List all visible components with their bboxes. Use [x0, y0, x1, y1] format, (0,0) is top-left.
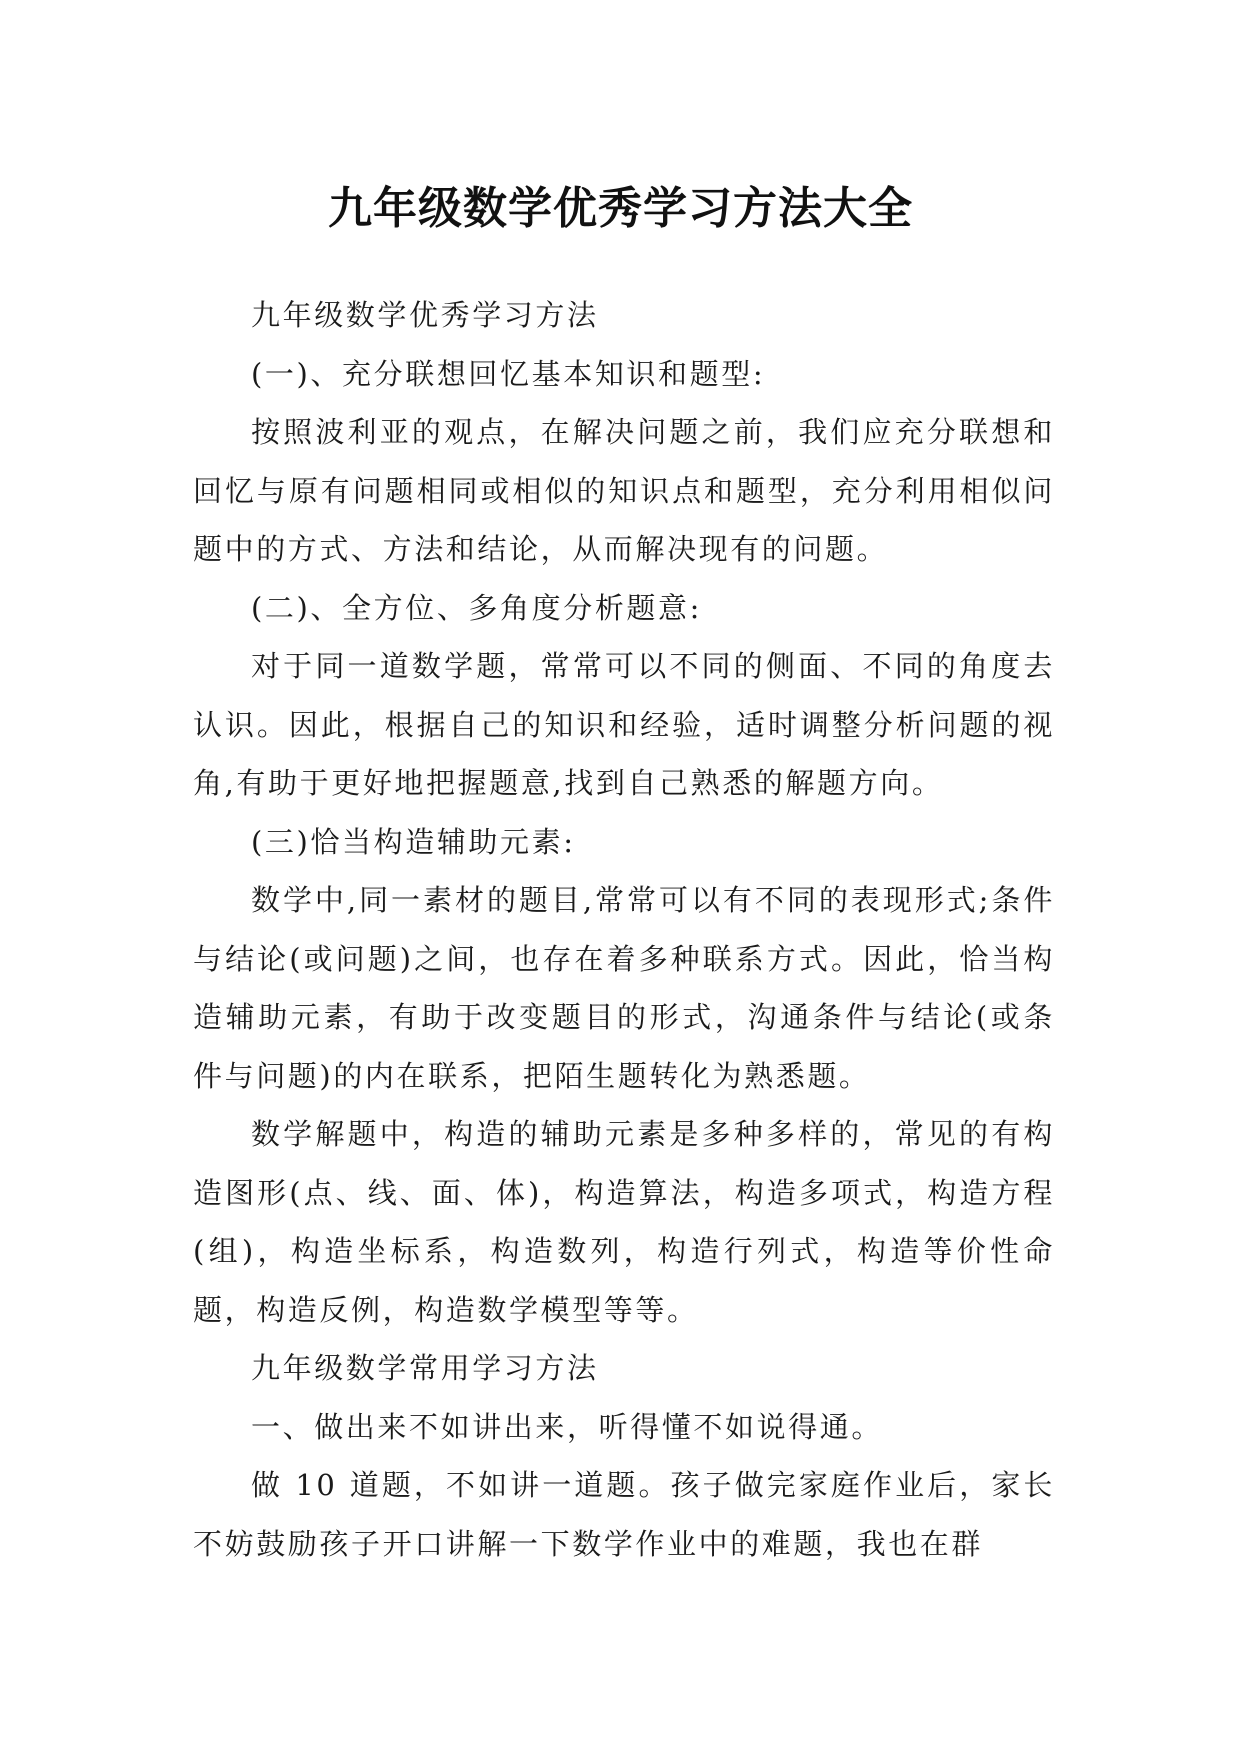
paragraph-section-3-examples: 数学解题中，构造的辅助元素是多种多样的，常见的有构造图形(点、线、面、体)，构造算法，构造多项式，构造方程(组)，构造坐标系，构造数列，构造行列式，构造等价性命题，构造反例，构造数学模型等等。: [193, 1117, 1055, 1327]
paragraph-section-3-body: 数学中,同一素材的题目,常常可以有不同的表现形式;条件与结论(或问题)之间，也存在着多种联系方式。因此，恰当构造辅助元素，有助于改变题目的形式，沟通条件与结论(或条件与问题)的内在联系，把陌生题转化为熟悉题。: [193, 883, 1055, 1093]
paragraph-heading-common-methods: 九年级数学常用学习方法: [251, 1351, 599, 1385]
paragraph-point-1-heading: 一、做出来不如讲出来，听得懂不如说得通。: [251, 1409, 884, 1444]
paragraph-section-1-heading: (一)、充分联想回忆基本知识和题型:: [251, 356, 766, 391]
paragraph-heading-excellent-methods: 九年级数学优秀学习方法: [251, 298, 599, 332]
paragraph-section-2-heading: (二)、全方位、多角度分析题意:: [251, 590, 702, 625]
document-title: 九年级数学优秀学习方法大全: [328, 183, 913, 235]
paragraph-section-1-body: 按照波利亚的观点，在解决问题之前，我们应充分联想和回忆与原有问题相同或相似的知识点和题型，充分利用相似问题中的方式、方法和结论，从而解决现有的问题。: [193, 415, 1055, 566]
paragraph-section-3-heading: (三)恰当构造辅助元素:: [251, 824, 576, 859]
document-body: [193, 286, 1055, 1573]
paragraph-point-1-body: 做 10 道题，不如讲一道题。孩子做完家庭作业后，家长不妨鼓励孩子开口讲解一下数学作业中的难题，我也在群: [193, 1468, 1055, 1561]
paragraph-section-2-body: 对于同一道数学题，常常可以不同的侧面、不同的角度去认识。因此，根据自己的知识和经验，适时调整分析问题的视角,有助于更好地把握题意,找到自己熟悉的解题方向。: [193, 649, 1055, 800]
